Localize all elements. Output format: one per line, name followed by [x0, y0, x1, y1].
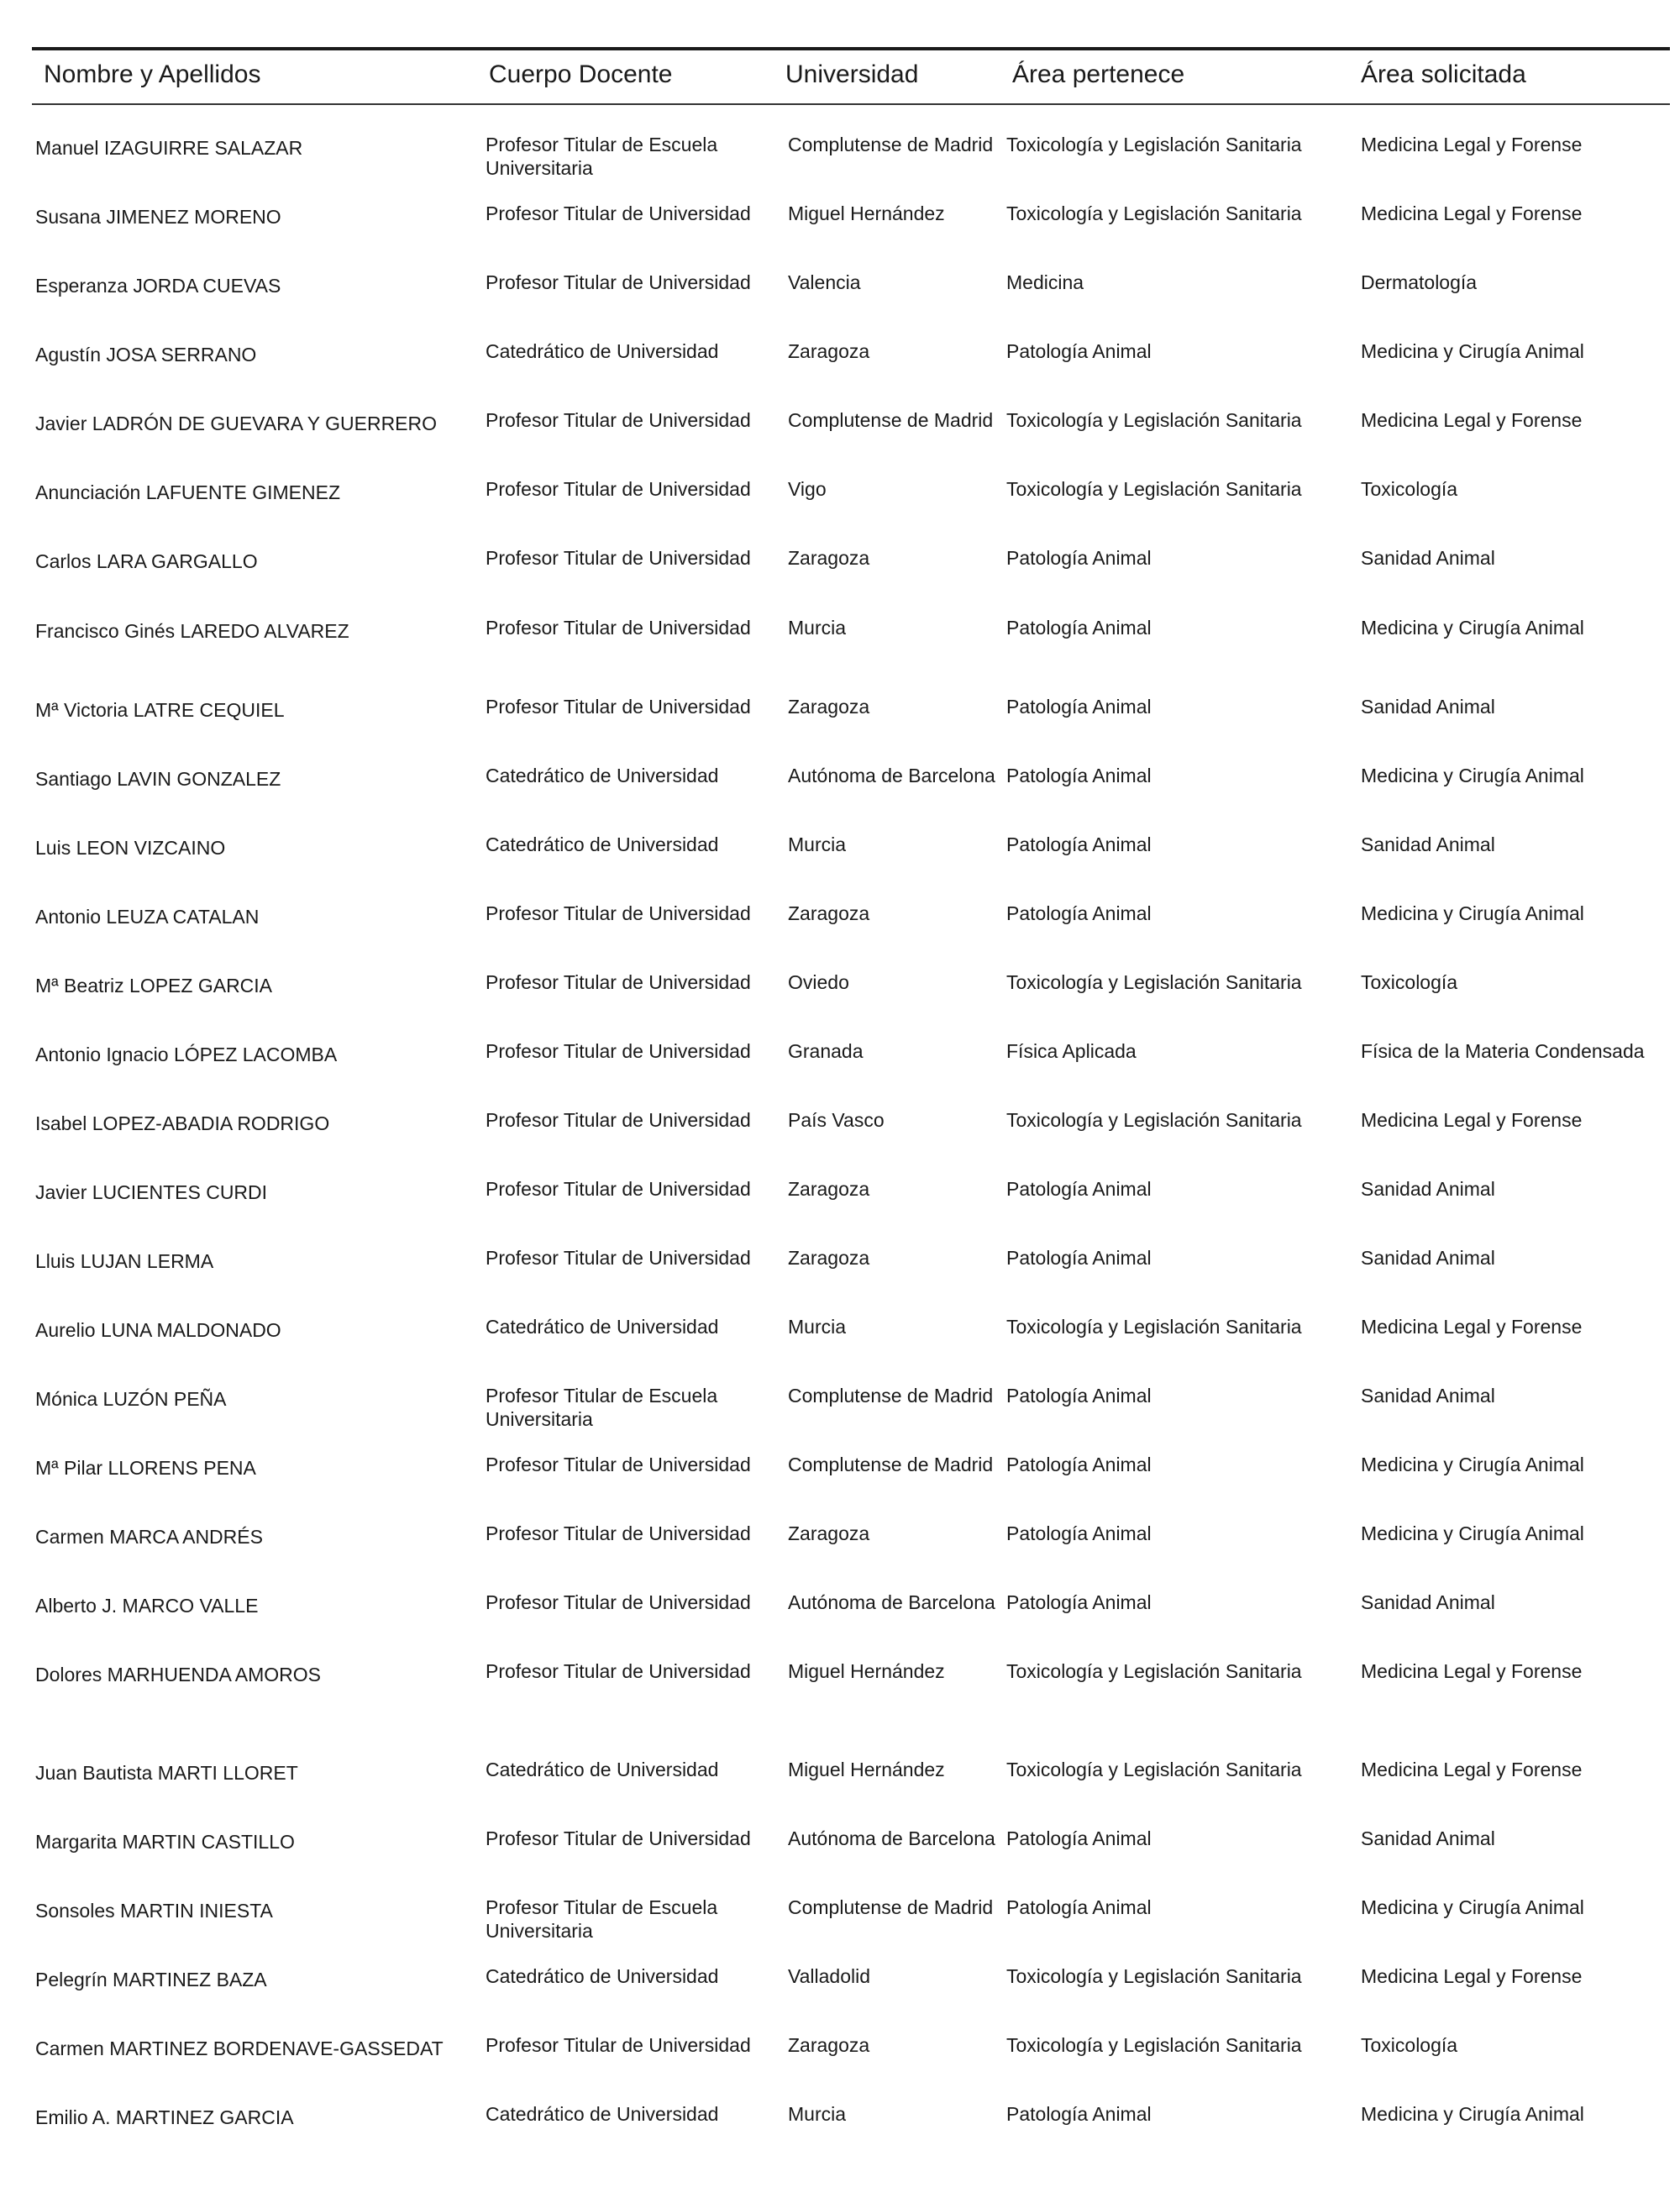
table-row	[0, 1896, 1680, 1963]
cell-area-belongs: Patología Animal	[1006, 696, 1152, 718]
cell-body: Profesor Titular de Universidad	[486, 902, 751, 924]
table-row	[0, 1246, 1680, 1313]
cell-body: Profesor Titular de Escuela Universitaria	[486, 1385, 718, 1430]
cell-area-requested: Sanidad Animal	[1361, 547, 1495, 569]
cell-area-belongs: Toxicología y Legislación Sanitaria	[1006, 1660, 1302, 1682]
cell-university: Murcia	[788, 1316, 847, 1338]
cell-body: Profesor Titular de Universidad	[486, 1591, 751, 1613]
cell-name: Dolores MARHUENDA AMOROS	[35, 1664, 321, 1685]
cell-university: País Vasco	[788, 1109, 885, 1131]
header-rule	[32, 103, 1670, 105]
cell-body: Catedrático de Universidad	[486, 2103, 719, 2125]
cell-area-requested: Medicina y Cirugía Animal	[1361, 1454, 1584, 1475]
cell-name: Alberto J. MARCO VALLE	[35, 1595, 259, 1617]
table-row	[0, 1453, 1680, 1520]
cell-name: Santiago LAVIN GONZALEZ	[35, 768, 281, 790]
cell-body: Profesor Titular de Universidad	[486, 971, 751, 993]
cell-university: Valencia	[788, 271, 861, 293]
cell-name: Pelegrín MARTINEZ BAZA	[35, 1969, 267, 1990]
cell-body: Profesor Titular de Universidad	[486, 1109, 751, 1131]
cell-area-requested: Dermatología	[1361, 271, 1478, 293]
table-row	[0, 2033, 1680, 2101]
cell-area-belongs: Patología Animal	[1006, 833, 1152, 855]
cell-body: Profesor Titular de Universidad	[486, 1040, 751, 1062]
cell-body: Catedrático de Universidad	[486, 1965, 719, 1987]
top-rule	[32, 47, 1670, 50]
cell-area-belongs: Patología Animal	[1006, 902, 1152, 924]
cell-name: Sonsoles MARTIN INIESTA	[35, 1900, 273, 1922]
cell-area-requested: Toxicología	[1361, 971, 1458, 993]
table-row	[0, 616, 1680, 683]
cell-body: Profesor Titular de Universidad	[486, 409, 751, 431]
cell-body: Catedrático de Universidad	[486, 1316, 719, 1338]
cell-name: Emilio A. MARTINEZ GARCIA	[35, 2106, 294, 2128]
cell-body: Profesor Titular de Universidad	[486, 1827, 751, 1849]
cell-area-requested: Sanidad Animal	[1361, 1827, 1495, 1849]
table-row	[0, 408, 1680, 476]
cell-area-belongs: Toxicología y Legislación Sanitaria	[1006, 1316, 1302, 1338]
cell-body: Catedrático de Universidad	[486, 1759, 719, 1780]
cell-university: Zaragoza	[788, 2034, 870, 2056]
cell-area-belongs: Toxicología y Legislación Sanitaria	[1006, 2034, 1302, 2056]
table-row	[0, 202, 1680, 269]
cell-area-requested: Medicina y Cirugía Animal	[1361, 1522, 1584, 1544]
cell-name: Isabel LOPEZ-ABADIA RODRIGO	[35, 1112, 330, 1134]
cell-name: Mª Beatriz LOPEZ GARCIA	[35, 975, 273, 996]
cell-area-belongs: Toxicología y Legislación Sanitaria	[1006, 971, 1302, 993]
table-row	[0, 833, 1680, 900]
header-university: Universidad	[785, 60, 919, 88]
cell-area-requested: Medicina Legal y Forense	[1361, 1660, 1583, 1682]
cell-area-belongs: Patología Animal	[1006, 1247, 1152, 1269]
cell-area-belongs: Patología Animal	[1006, 1591, 1152, 1613]
cell-area-requested: Medicina Legal y Forense	[1361, 409, 1583, 431]
table-row	[0, 902, 1680, 969]
table-row	[0, 1591, 1680, 1658]
table-row	[0, 133, 1680, 200]
table-row	[0, 1522, 1680, 1589]
cell-area-belongs: Patología Animal	[1006, 617, 1152, 639]
table-row	[0, 1659, 1680, 1727]
cell-area-belongs: Patología Animal	[1006, 2103, 1152, 2125]
cell-name: Lluis LUJAN LERMA	[35, 1250, 214, 1272]
cell-name: Antonio LEUZA CATALAN	[35, 906, 260, 928]
header-name: Nombre y Apellidos	[44, 60, 261, 88]
cell-area-belongs: Toxicología y Legislación Sanitaria	[1006, 1759, 1302, 1780]
cell-name: Juan Bautista MARTI LLORET	[35, 1762, 298, 1784]
cell-area-requested: Medicina Legal y Forense	[1361, 202, 1583, 224]
cell-university: Zaragoza	[788, 902, 870, 924]
cell-university: Miguel Hernández	[788, 1759, 945, 1780]
cell-body: Profesor Titular de Universidad	[486, 2034, 751, 2056]
cell-body: Profesor Titular de Universidad	[486, 1178, 751, 1200]
cell-area-requested: Sanidad Animal	[1361, 1591, 1495, 1613]
cell-body: Profesor Titular de Universidad	[486, 696, 751, 718]
cell-area-belongs: Toxicología y Legislación Sanitaria	[1006, 478, 1302, 500]
cell-area-requested: Sanidad Animal	[1361, 1178, 1495, 1200]
cell-body: Profesor Titular de Escuela Universitaria	[486, 134, 718, 179]
cell-area-belongs: Patología Animal	[1006, 547, 1152, 569]
cell-body: Profesor Titular de Universidad	[486, 1522, 751, 1544]
cell-university: Miguel Hernández	[788, 202, 945, 224]
cell-area-requested: Medicina Legal y Forense	[1361, 1965, 1583, 1987]
table-row	[0, 546, 1680, 613]
cell-area-requested: Medicina y Cirugía Animal	[1361, 765, 1584, 786]
table-row	[0, 477, 1680, 544]
cell-university: Murcia	[788, 833, 847, 855]
cell-area-belongs: Toxicología y Legislación Sanitaria	[1006, 409, 1302, 431]
cell-name: Anunciación LAFUENTE GIMENEZ	[35, 481, 341, 503]
cell-university: Complutense de Madrid	[788, 1896, 994, 1918]
cell-area-belongs: Patología Animal	[1006, 1385, 1152, 1407]
table-row	[0, 1964, 1680, 2032]
cell-area-belongs: Patología Animal	[1006, 1454, 1152, 1475]
cell-university: Vigo	[788, 478, 827, 500]
table-row	[0, 1039, 1680, 1107]
cell-area-requested: Sanidad Animal	[1361, 1247, 1495, 1269]
cell-body: Profesor Titular de Universidad	[486, 1247, 751, 1269]
cell-body: Catedrático de Universidad	[486, 340, 719, 362]
cell-area-requested: Medicina y Cirugía Animal	[1361, 340, 1584, 362]
cell-body: Profesor Titular de Universidad	[486, 617, 751, 639]
header-area-belongs: Área pertenece	[1012, 60, 1185, 88]
cell-university: Complutense de Madrid	[788, 1385, 994, 1407]
cell-university: Oviedo	[788, 971, 849, 993]
table-row	[0, 695, 1680, 762]
cell-body: Profesor Titular de Universidad	[486, 202, 751, 224]
cell-name: Mª Victoria LATRE CEQUIEL	[35, 699, 285, 721]
cell-university: Zaragoza	[788, 696, 870, 718]
cell-area-requested: Medicina Legal y Forense	[1361, 1316, 1583, 1338]
cell-body: Catedrático de Universidad	[486, 833, 719, 855]
cell-area-belongs: Física Aplicada	[1006, 1040, 1137, 1062]
cell-name: Agustín JOSA SERRANO	[35, 344, 257, 365]
cell-body: Profesor Titular de Universidad	[486, 547, 751, 569]
cell-name: Aurelio LUNA MALDONADO	[35, 1319, 281, 1341]
table-row	[0, 1315, 1680, 1382]
cell-university: Granada	[788, 1040, 864, 1062]
cell-body: Profesor Titular de Escuela Universitaria	[486, 1896, 718, 1942]
cell-university: Zaragoza	[788, 547, 870, 569]
table-row	[0, 1758, 1680, 1825]
cell-area-belongs: Toxicología y Legislación Sanitaria	[1006, 1965, 1302, 1987]
cell-area-requested: Toxicología	[1361, 478, 1458, 500]
cell-area-requested: Sanidad Animal	[1361, 833, 1495, 855]
cell-area-requested: Medicina y Cirugía Animal	[1361, 902, 1584, 924]
table-row	[0, 271, 1680, 338]
cell-body: Catedrático de Universidad	[486, 765, 719, 786]
cell-area-requested: Medicina y Cirugía Animal	[1361, 1896, 1584, 1918]
cell-body: Profesor Titular de Universidad	[486, 478, 751, 500]
cell-university: Zaragoza	[788, 1178, 870, 1200]
cell-area-requested: Toxicología	[1361, 2034, 1458, 2056]
cell-body: Profesor Titular de Universidad	[486, 271, 751, 293]
cell-area-belongs: Patología Animal	[1006, 1896, 1152, 1918]
header-area-requested: Área solicitada	[1361, 60, 1526, 88]
cell-area-belongs: Medicina	[1006, 271, 1084, 293]
cell-name: Javier LADRÓN DE GUEVARA Y GUERRERO	[35, 413, 438, 434]
cell-university: Zaragoza	[788, 340, 870, 362]
cell-name: Susana JIMENEZ MORENO	[35, 206, 281, 228]
cell-university: Autónoma de Barcelona	[788, 765, 995, 786]
cell-university: Autónoma de Barcelona	[788, 1591, 995, 1613]
table-row	[0, 2102, 1680, 2169]
cell-area-requested: Medicina y Cirugía Animal	[1361, 617, 1584, 639]
cell-area-requested: Sanidad Animal	[1361, 1385, 1495, 1407]
cell-university: Autónoma de Barcelona	[788, 1827, 995, 1849]
cell-area-belongs: Patología Animal	[1006, 1827, 1152, 1849]
cell-area-belongs: Patología Animal	[1006, 1178, 1152, 1200]
cell-area-requested: Medicina y Cirugía Animal	[1361, 2103, 1584, 2125]
cell-name: Mª Pilar LLORENS PENA	[35, 1457, 256, 1479]
cell-body: Profesor Titular de Universidad	[486, 1660, 751, 1682]
cell-name: Carmen MARCA ANDRÉS	[35, 1526, 263, 1548]
cell-university: Murcia	[788, 2103, 847, 2125]
cell-university: Complutense de Madrid	[788, 1454, 994, 1475]
cell-university: Complutense de Madrid	[788, 409, 994, 431]
table-row	[0, 1108, 1680, 1175]
cell-university: Murcia	[788, 617, 847, 639]
table-row	[0, 970, 1680, 1038]
cell-university: Valladolid	[788, 1965, 871, 1987]
cell-name: Mónica LUZÓN PEÑA	[35, 1388, 227, 1410]
cell-university: Zaragoza	[788, 1522, 870, 1544]
cell-area-requested: Medicina Legal y Forense	[1361, 1759, 1583, 1780]
table-row	[0, 1384, 1680, 1451]
cell-area-requested: Medicina Legal y Forense	[1361, 1109, 1583, 1131]
cell-name: Francisco Ginés LAREDO ALVAREZ	[35, 620, 349, 642]
table-row	[0, 339, 1680, 407]
table-row	[0, 1177, 1680, 1244]
cell-body: Profesor Titular de Universidad	[486, 1454, 751, 1475]
table-row	[0, 764, 1680, 831]
cell-area-belongs: Toxicología y Legislación Sanitaria	[1006, 202, 1302, 224]
cell-area-requested: Física de la Materia Condensada	[1361, 1040, 1645, 1062]
cell-area-requested: Medicina Legal y Forense	[1361, 134, 1583, 155]
cell-area-belongs: Patología Animal	[1006, 765, 1152, 786]
cell-area-requested: Sanidad Animal	[1361, 696, 1495, 718]
cell-area-belongs: Toxicología y Legislación Sanitaria	[1006, 1109, 1302, 1131]
cell-name: Esperanza JORDA CUEVAS	[35, 275, 281, 297]
cell-name: Luis LEON VIZCAINO	[35, 837, 226, 859]
cell-name: Margarita MARTIN CASTILLO	[35, 1831, 295, 1853]
cell-area-belongs: Patología Animal	[1006, 340, 1152, 362]
cell-university: Complutense de Madrid	[788, 134, 994, 155]
cell-university: Miguel Hernández	[788, 1660, 945, 1682]
cell-area-belongs: Toxicología y Legislación Sanitaria	[1006, 134, 1302, 155]
cell-name: Manuel IZAGUIRRE SALAZAR	[35, 137, 303, 159]
cell-name: Carlos LARA GARGALLO	[35, 550, 258, 572]
cell-name: Javier LUCIENTES CURDI	[35, 1181, 268, 1203]
cell-university: Zaragoza	[788, 1247, 870, 1269]
header-body: Cuerpo Docente	[489, 60, 673, 88]
cell-name: Antonio Ignacio LÓPEZ LACOMBA	[35, 1044, 338, 1065]
cell-area-belongs: Patología Animal	[1006, 1522, 1152, 1544]
table-row	[0, 1827, 1680, 1894]
cell-name: Carmen MARTINEZ BORDENAVE-GASSEDAT	[35, 2038, 444, 2059]
